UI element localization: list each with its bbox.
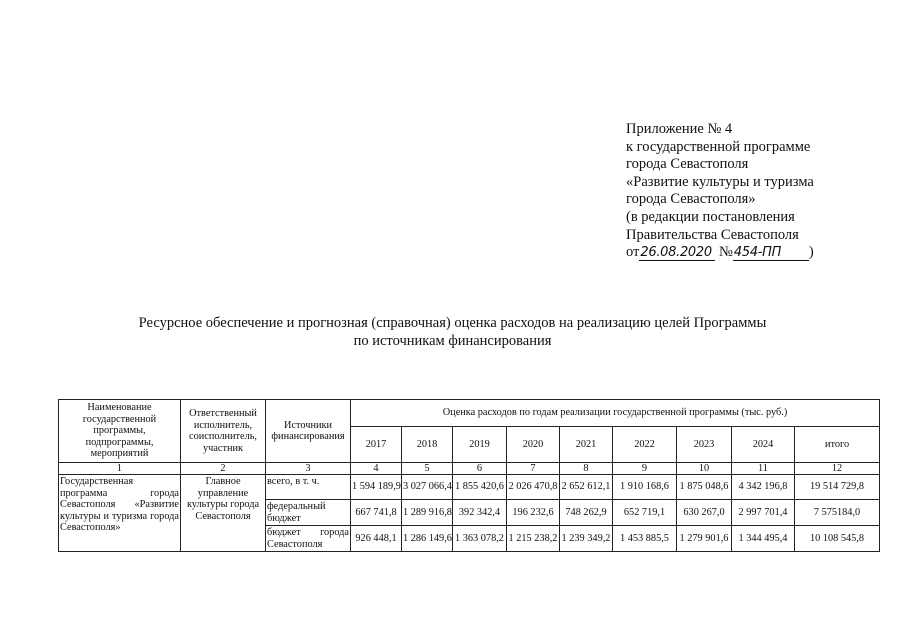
appendix-line: города Севастополя» [626, 191, 756, 208]
title-line-2: по источникам финансирования [353, 332, 552, 349]
header-year: 2020 [507, 427, 560, 463]
source-cell: федеральный бюджет [266, 500, 351, 526]
header-source: Источники финансирования [266, 400, 351, 463]
document-title [0, 315, 905, 350]
column-number: 1 [59, 463, 181, 475]
handwritten-date: 26.08.2020 [639, 245, 715, 261]
header-responsible: Ответственный исполнитель, соисполнитель, участник [181, 400, 266, 463]
value-cell: 2 997 701,4 [732, 500, 795, 526]
column-number: 11 [732, 463, 795, 475]
appendix-line: (в редакции постановления [626, 208, 795, 225]
value-cell: 1 855 420,6 [453, 475, 507, 500]
column-number: 8 [560, 463, 613, 475]
close-paren: ) [808, 244, 814, 261]
column-number: 2 [181, 463, 266, 475]
value-cell: 1 286 149,6 [402, 526, 453, 552]
value-cell: 1 875 048,6 [677, 475, 732, 500]
value-cell: 2 652 612,1 [560, 475, 613, 500]
column-number: 7 [507, 463, 560, 475]
header-year: 2023 [677, 427, 732, 463]
column-number: 12 [795, 463, 880, 475]
table-row [59, 475, 880, 500]
value-cell: 667 741,8 [351, 500, 402, 526]
appendix-line: «Развитие культуры и туризма [626, 173, 814, 190]
column-number: 3 [266, 463, 351, 475]
value-cell: 1 344 495,4 [732, 526, 795, 552]
value-cell: 1 594 189,9 [351, 475, 402, 500]
value-cell: 1 289 916,8 [402, 500, 453, 526]
resolution-reference [626, 244, 896, 262]
column-number: 9 [613, 463, 677, 475]
appendix-line: Правительства Севастополя [626, 226, 799, 243]
value-cell: 392 342,4 [453, 500, 507, 526]
header-year: 2017 [351, 427, 402, 463]
appendix-line: к государственной программе [626, 138, 811, 155]
value-cell: 1 363 078,2 [453, 526, 507, 552]
value-cell: 3 027 066,4 [402, 475, 453, 500]
column-number: 4 [351, 463, 402, 475]
total-cell: 7 575184,0 [795, 500, 880, 526]
value-cell: 1 279 901,6 [677, 526, 732, 552]
responsible-cell: Главное управление культуры города Севастополя [181, 475, 266, 552]
column-number: 6 [453, 463, 507, 475]
appendix-block [626, 121, 896, 262]
column-number: 5 [402, 463, 453, 475]
value-cell: 1 215 238,2 [507, 526, 560, 552]
value-cell: 4 342 196,8 [732, 475, 795, 500]
appendix-line: Приложение № 4 [626, 121, 733, 137]
value-cell: 748 262,9 [560, 500, 613, 526]
header-program-name: Наименование государственной программы, подпрограммы, мероприятий [59, 400, 181, 463]
header-estimate: Оценка расходов по годам реализации государственной программы (тыс. руб.) [351, 400, 880, 427]
title-line-1: Ресурсное обеспечение и прогнозная (справочная) оценка расходов на реализацию целей Программы [138, 315, 767, 331]
header-year: 2019 [453, 427, 507, 463]
source-cell: бюджет города Севастополя [267, 527, 349, 550]
value-cell: 196 232,6 [507, 500, 560, 526]
header-year: 2018 [402, 427, 453, 463]
value-cell: 630 267,0 [677, 500, 732, 526]
total-cell: 19 514 729,8 [795, 475, 880, 500]
value-cell: 1 910 168,6 [613, 475, 677, 500]
financing-table [58, 399, 880, 552]
value-cell: 652 719,1 [613, 500, 677, 526]
handwritten-number: 454-ПП [733, 245, 809, 261]
header-total: итого [795, 427, 880, 463]
value-cell: 926 448,1 [351, 526, 402, 552]
column-number-row [59, 463, 880, 475]
value-cell: 2 026 470,8 [507, 475, 560, 500]
total-cell: 10 108 545,8 [795, 526, 880, 552]
header-year: 2022 [613, 427, 677, 463]
program-name-cell: Государственная программа города Севастополя «Развитие культуры и туризма города Севастополя» [59, 475, 181, 552]
number-prefix: № [719, 244, 733, 261]
value-cell: 1 453 885,5 [613, 526, 677, 552]
from-prefix: от [626, 244, 640, 261]
value-cell: 1 239 349,2 [560, 526, 613, 552]
column-number: 10 [677, 463, 732, 475]
source-cell: всего, в т. ч. [266, 475, 351, 500]
header-year: 2024 [732, 427, 795, 463]
header-year: 2021 [560, 427, 613, 463]
appendix-line: города Севастополя [626, 156, 749, 173]
